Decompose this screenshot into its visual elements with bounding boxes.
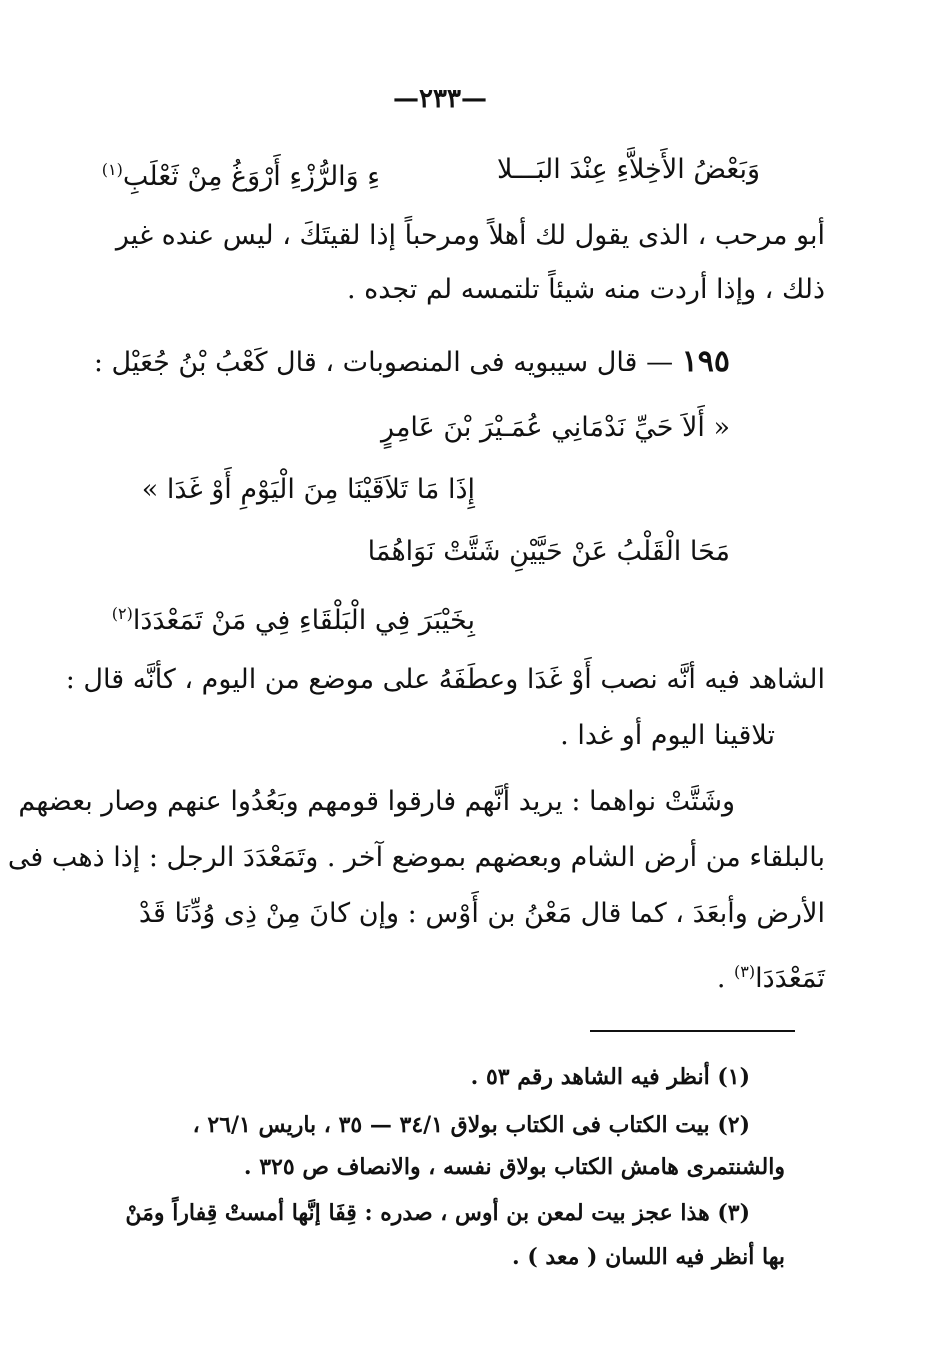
commentary1-line1: أبو مرحب ، الذى يقول لك أهلاً ومرحباً إذا لقيتَكَ ، ليس عنده غير <box>115 220 825 251</box>
verse1-first-hemistich: وَبَعْضُ الأَخِلاَّءِ عِنْدَ البَـــلا <box>497 154 760 185</box>
footnote-1: (١) أنظر فيه الشاهد رقم ٥٣ . <box>470 1064 750 1090</box>
poem-line-1: « أَلاَ حَيِّ نَدْمَانِي عُمَـيْرَ بْنَ عَامِرٍ <box>381 412 730 443</box>
commentary3-end-mark: . <box>716 963 726 994</box>
verse1-second-hemistich <box>102 150 380 197</box>
commentary1-line2: ذلك ، وإذا أردت منه شيئاً تلتمسه لم تجده . <box>346 274 825 305</box>
footnote-marker-1: (١) <box>101 160 123 179</box>
footnote-3-line1: (٣) هذا عجز بيت لمعن بن أوس ، صدره : قِفَا إنَّها أمستْ قِفاراً ومَنْ <box>125 1200 750 1226</box>
commentary3-line4 <box>717 952 825 999</box>
commentary3-line4-text: تَمَعْدَدَا <box>755 963 825 994</box>
page-number: —٢٣٣— <box>393 84 487 114</box>
entry-dash: — <box>646 347 674 378</box>
footnote-marker-3: (٣) <box>734 962 756 981</box>
commentary3-line1: وشَتَّتْ نواهما : يريد أنَّهم فارقوا قومهم وبَعُدُوا عنهم وصار بعضهم <box>18 786 735 817</box>
commentary3-line3: الأرض وأبعَدَ ، كما قال مَعْنُ بن أَوْس : وإن كانَ مِنْ ذِى وُدِّنَا قَدْ <box>138 898 825 929</box>
footnote-marker-2: (٢) <box>111 604 133 623</box>
footnote-3-line2: بها أنظر فيه اللسان ( معد ) . <box>512 1244 785 1270</box>
poem-line-4 <box>112 594 475 641</box>
entry-number: ١٩٥ <box>681 344 730 379</box>
commentary2-line2: تلاقينا اليوم أو غدا . <box>560 720 775 751</box>
footnote-2-line1: (٢) بيت الكتاب فى الكتاب بولاق ٣٤/١ — ٣٥ ، باريس ٢٦/١ ، <box>192 1112 750 1138</box>
entry-195-heading <box>94 342 730 383</box>
footnote-divider <box>590 1030 795 1032</box>
commentary2-line1: الشاهد فيه أنَّه نصب أَوْ غَدَا وعطَفَهُ على موضع من اليوم ، كأنَّه قال : <box>65 664 825 695</box>
entry-text: قال سيبويه فى المنصوبات ، قال كَعْبُ بْنُ جُعَيْل : <box>93 347 638 378</box>
poem-line-3: مَحَا الْقَلْبُ عَنْ حَيَّيْنِ شَتَّتْ نَوَاهُمَا <box>367 536 730 567</box>
commentary3-line2: بالبلقاء من أرض الشام وبعضهم بموضع آخر . وتَمَعْدَدَ الرجل : إذا ذهب فى <box>7 842 825 873</box>
verse1-second-text: ءِ وَالرُّزْءِ أَرْوَغُ مِنْ ثَعْلَبِ <box>122 161 380 192</box>
poem-line-4-text: بِخَيْبَرَ فِي الْبَلْقَاءِ فِي مَنْ تَمَعْدَدَا <box>132 605 475 636</box>
poem-line-2: إِذَا مَا تَلاَقَيْنَا مِنَ الْيَوْمِ أَوْ غَدَا » <box>141 474 475 505</box>
footnote-2-line2: والشنتمرى هامش الكتاب بولاق نفسه ، والانصاف ص ٣٢٥ . <box>243 1154 785 1180</box>
